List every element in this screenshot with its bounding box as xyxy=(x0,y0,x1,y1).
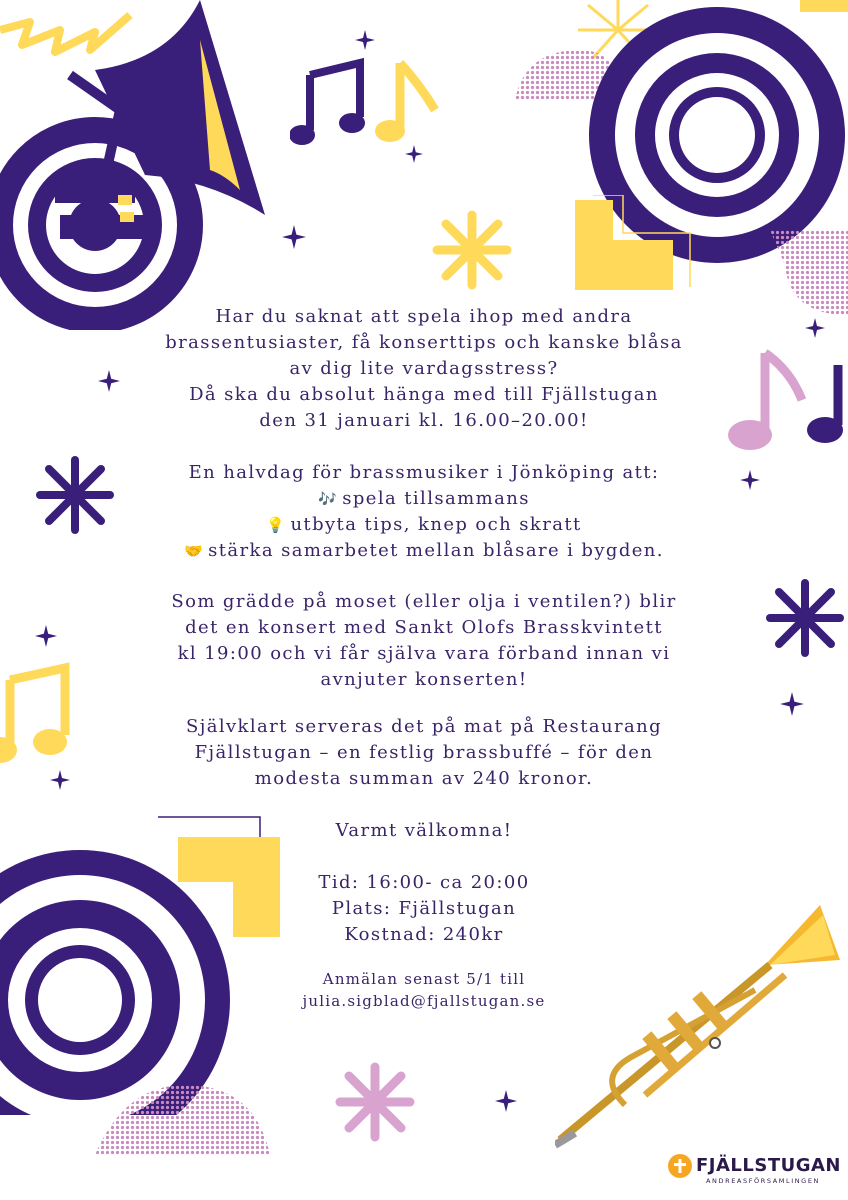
music-notes-icon: 🎶 xyxy=(318,490,339,508)
food-line: Fjällstugan – en festlig brassbuffé – för den xyxy=(194,742,654,763)
concert-line: Som grädde på moset (eller olja i ventilen?) blir xyxy=(171,591,677,612)
handshake-icon: 🤝 xyxy=(184,542,205,560)
food-paragraph xyxy=(90,714,758,792)
halfday-item: 🎶 spela tillsammans xyxy=(318,488,530,509)
signup-info xyxy=(90,968,758,1012)
halfday-heading: En halvdag för brassmusiker i Jönköping att: xyxy=(188,462,660,483)
intro-line: brassentusiaster, få konserttips och kanske blåsa xyxy=(165,332,683,353)
intro-line: den 31 januari kl. 16.00–20.00! xyxy=(259,410,589,431)
intro-line: Har du saknat att spela ihop med andra xyxy=(215,306,633,327)
intro-line: av dig lite vardagsstress? xyxy=(289,358,559,379)
sparkle-icon xyxy=(282,225,306,249)
concert-line: det en konsert med Sankt Olofs Brasskvintett xyxy=(185,617,663,638)
concert-paragraph xyxy=(90,589,758,693)
signup-email[interactable]: julia.sigblad@fjallstugan.se xyxy=(302,992,546,1010)
intro-line: Då ska du absolut hänga med till Fjällstugan xyxy=(189,384,659,405)
music-note-icon xyxy=(290,55,450,145)
sparkle-icon xyxy=(495,1090,517,1112)
sparkle-icon xyxy=(355,30,375,50)
logo-mark-icon xyxy=(668,1154,692,1178)
logo-subtitle: ANDREASFÖRSAMLINGEN xyxy=(706,1177,820,1185)
event-details xyxy=(90,870,758,948)
detail-place: Plats: Fjällstugan xyxy=(331,898,517,919)
concert-line: kl 19:00 och vi får själva vara förband innan vi xyxy=(177,643,671,664)
yellow-block-decoration xyxy=(575,195,695,295)
yellow-corner-decoration xyxy=(800,0,848,12)
dotted-blob-decoration xyxy=(95,1080,275,1160)
star-burst-icon xyxy=(432,210,512,290)
star-burst-icon xyxy=(335,1062,415,1142)
french-horn-illustration xyxy=(0,0,270,330)
halfday-item: 💡 utbyta tips, knep och skratt xyxy=(266,514,582,535)
detail-time: Tid: 16:00- ca 20:00 xyxy=(318,872,530,893)
halfday-item: 🤝 stärka samarbetet mellan blåsare i bygden. xyxy=(184,540,664,561)
welcome-text: Varmt välkomna! xyxy=(335,820,513,841)
halfday-section xyxy=(90,460,758,564)
dotted-blob-decoration xyxy=(770,225,848,315)
detail-cost: Kostnad: 240kr xyxy=(344,924,504,945)
music-note-icon xyxy=(0,660,100,765)
sparkle-icon xyxy=(405,145,423,163)
food-line: modesta summan av 240 kronor. xyxy=(254,768,594,789)
sparkle-icon xyxy=(780,692,804,716)
lightbulb-icon: 💡 xyxy=(266,516,287,534)
signup-deadline: Anmälan senast 5/1 till xyxy=(322,970,526,988)
logo-name: FJÄLLSTUGAN xyxy=(696,1155,841,1176)
concert-line: avnjuter konserten! xyxy=(320,669,528,690)
star-burst-icon xyxy=(765,578,845,658)
intro-paragraph xyxy=(90,304,758,434)
food-line: Självklart serveras det på mat på Restaurang xyxy=(185,716,663,737)
sparkle-icon xyxy=(805,318,825,338)
sparkle-icon xyxy=(50,770,70,790)
fjallstugan-logo xyxy=(668,1152,843,1192)
sparkle-icon xyxy=(35,625,57,647)
